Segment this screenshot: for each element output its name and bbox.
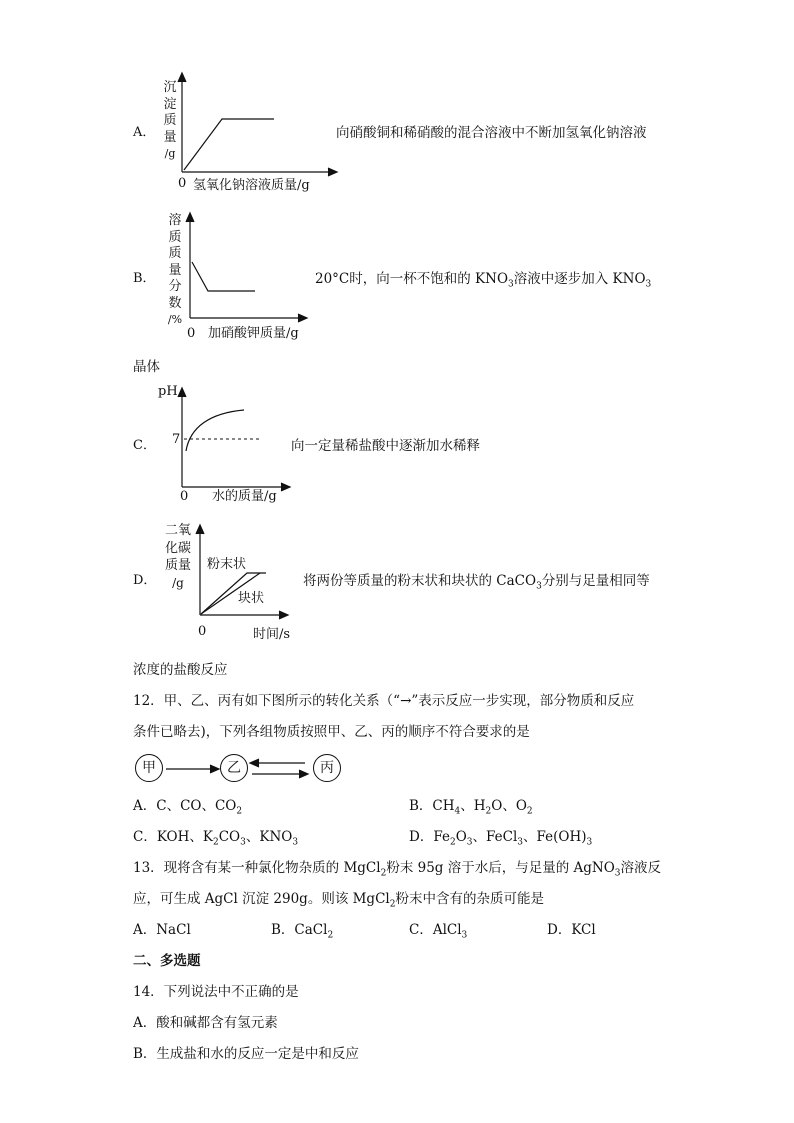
q14-option-a: A．酸和碱都含有氢元素: [133, 1015, 278, 1031]
q12-option-d: [409, 828, 592, 852]
subscript: 3: [586, 837, 593, 848]
option-b-description-cont: 晶体: [133, 359, 160, 375]
graph-b-ylabel-char: 数: [168, 295, 182, 311]
option-d-label: D．: [133, 573, 157, 588]
graph-b-curve: [192, 262, 255, 291]
graph-a-xlabel: 氢氧化钠溶液质量/g: [193, 178, 310, 193]
option-d-description-cont: 浓度的盐酸反应: [133, 662, 228, 678]
text: 、KNO: [245, 829, 293, 845]
option-b-label: B．: [133, 271, 156, 286]
graph-b-origin: 0: [187, 326, 196, 341]
option-b-desc-text: 20°C时，向一杯不饱和的 KNO: [315, 271, 509, 287]
graph-b: [180, 210, 320, 330]
graph-b-ylabel-char: 溶: [168, 213, 182, 228]
graph-d-xlabel: 时间/s: [253, 627, 291, 642]
node-jia: 甲: [135, 754, 163, 782]
q13-option-a: A．NaCl: [133, 922, 191, 938]
graph-c-xlabel: 水的质量/g: [212, 489, 277, 504]
subscript: 3: [508, 279, 514, 290]
node-bing: 丙: [313, 754, 341, 782]
graph-c-x-arrow: [281, 483, 290, 491]
subscript: 3: [645, 279, 652, 290]
graph-b-ylabel-char: 量: [168, 262, 182, 278]
option-c-description: 向一定量稀盐酸中逐渐加水稀释: [291, 438, 480, 454]
text: 溶液反: [620, 860, 662, 876]
text: 粉末 95g 溶于水后，与足量的 AgNO: [386, 860, 615, 876]
text: 粉末中含有的杂质可能是: [395, 891, 544, 907]
subscript: 2: [526, 806, 533, 817]
q13-option-d: D．KCl: [547, 922, 596, 938]
arrow-head: [250, 759, 259, 767]
graph-d-origin: 0: [198, 624, 207, 639]
q13-option-b: [271, 921, 333, 945]
text: O、O: [491, 798, 527, 814]
graph-a-x-arrow: [328, 168, 337, 176]
text: D．Fe: [409, 829, 450, 845]
option-b-description: [315, 270, 651, 294]
subscript: 2: [485, 806, 492, 817]
graph-a-y-arrow: [178, 73, 186, 82]
graph-d-ylabel: [163, 522, 193, 592]
q12-option-c: [133, 828, 298, 852]
graph-a-ylabel-char: /g: [164, 147, 176, 160]
q12-option-b: [409, 797, 533, 821]
graph-a-origin: 0: [178, 176, 187, 191]
subscript: 3: [292, 837, 299, 848]
option-d-description: [303, 572, 650, 596]
text: B．CH: [409, 798, 455, 814]
subscript: 3: [240, 837, 246, 848]
subscript: 2: [380, 868, 387, 879]
option-b-desc-text: 溶液中逐步加入 KNO: [513, 271, 646, 287]
q14-stem: 14．下列说法中不正确的是: [133, 984, 299, 1000]
subscript: 2: [389, 899, 396, 910]
q13-stem-line2: [133, 890, 544, 914]
subscript: 2: [327, 930, 334, 941]
text: C．AlCl: [409, 922, 462, 938]
q14-option-b: B．生成盐和水的反应一定是中和反应: [133, 1046, 359, 1062]
graph-b-ylabel-char: /%: [167, 313, 183, 326]
text: 应，可生成 AgCl 沉淀 290g。则该 MgCl: [133, 891, 390, 907]
graph-d: [190, 522, 300, 627]
subscript: 3: [466, 837, 473, 848]
q13-stem-line1: [133, 859, 661, 883]
graph-a-ylabel-char: 质: [163, 113, 177, 128]
graph-c-origin: 0: [180, 489, 189, 504]
graph-d-ylabel-line: 二氧: [164, 523, 191, 538]
graph-d-powder-label: 粉末状: [207, 557, 247, 572]
option-d-desc-text: 分别与足量相同等: [541, 573, 650, 589]
option-c-label: C．: [133, 438, 156, 453]
graph-c-ylabel: pH: [158, 384, 178, 399]
subscript: 3: [614, 868, 621, 879]
graph-a-curve: [184, 119, 274, 170]
text: 、FeCl: [472, 829, 518, 845]
q12-arrows: [160, 755, 320, 783]
graph-d-ylabel-line: /g: [172, 575, 184, 590]
node-yi: 乙: [220, 754, 248, 782]
graph-d-ylabel-line: 化碳: [164, 540, 191, 556]
graph-a-ylabel-char: 沉: [163, 80, 177, 95]
graph-d-y-arrow: [196, 525, 204, 534]
graph-c: [170, 385, 300, 495]
text: A．C、CO、CO: [133, 798, 237, 814]
graph-d-x-arrow: [279, 611, 288, 619]
graph-c-curve: [186, 410, 244, 451]
graph-d-ylabel-line: 质量: [164, 558, 191, 573]
option-a-label: A．: [133, 125, 156, 140]
subscript: 3: [517, 837, 523, 848]
option-a-description: 向硝酸铜和稀硝酸的混合溶液中不断加氢氧化钠溶液: [336, 125, 647, 141]
section-heading: 二、多选题: [133, 953, 201, 969]
graph-b-xlabel: 加硝酸钾质量/g: [208, 326, 299, 341]
graph-b-ylabel-char: 分: [168, 279, 182, 294]
text: C．KOH、K: [133, 829, 213, 845]
graph-a: [170, 70, 350, 180]
subscript: 3: [461, 930, 468, 941]
graph-c-seven: 7: [172, 432, 181, 447]
graph-b-ylabel-char: 质: [168, 246, 182, 261]
graph-a-ylabel-char: 淀: [163, 96, 177, 112]
graph-a-ylabel-char: 量: [163, 129, 177, 145]
graph-c-y-arrow: [178, 388, 186, 397]
arrow-head: [210, 765, 219, 773]
q13-option-c: [409, 921, 467, 945]
q12-option-a: [133, 797, 242, 821]
text: B．CaCl: [271, 922, 328, 938]
subscript: 2: [449, 837, 456, 848]
subscript: 4: [454, 806, 461, 817]
q12-stem-line2: 条件已略去)，下列各组物质按照甲、乙、丙的顺序不符合要求的是: [133, 724, 530, 740]
graph-b-y-arrow: [186, 213, 194, 222]
arrow-head: [299, 770, 308, 778]
text: CO: [218, 829, 241, 845]
text: 、Fe(OH): [523, 829, 587, 845]
subscript: 2: [212, 837, 219, 848]
text: 13．现将含有某一种氯化物杂质的 MgCl: [133, 860, 381, 876]
graph-b-ylabel-char: 质: [168, 229, 182, 245]
subscript: 3: [536, 581, 542, 592]
graph-b-x-arrow: [298, 314, 307, 322]
subscript: 2: [236, 806, 243, 817]
text: 、H: [460, 798, 486, 814]
text: O: [455, 829, 467, 845]
option-d-desc-text: 将两份等质量的粉末状和块状的 CaCO: [303, 573, 537, 589]
graph-d-block-label: 块状: [238, 591, 265, 606]
q12-stem-line1: 12．甲、乙、丙有如下图所示的转化关系（“→”表示反应一步实现，部分物质和反应: [133, 693, 635, 709]
